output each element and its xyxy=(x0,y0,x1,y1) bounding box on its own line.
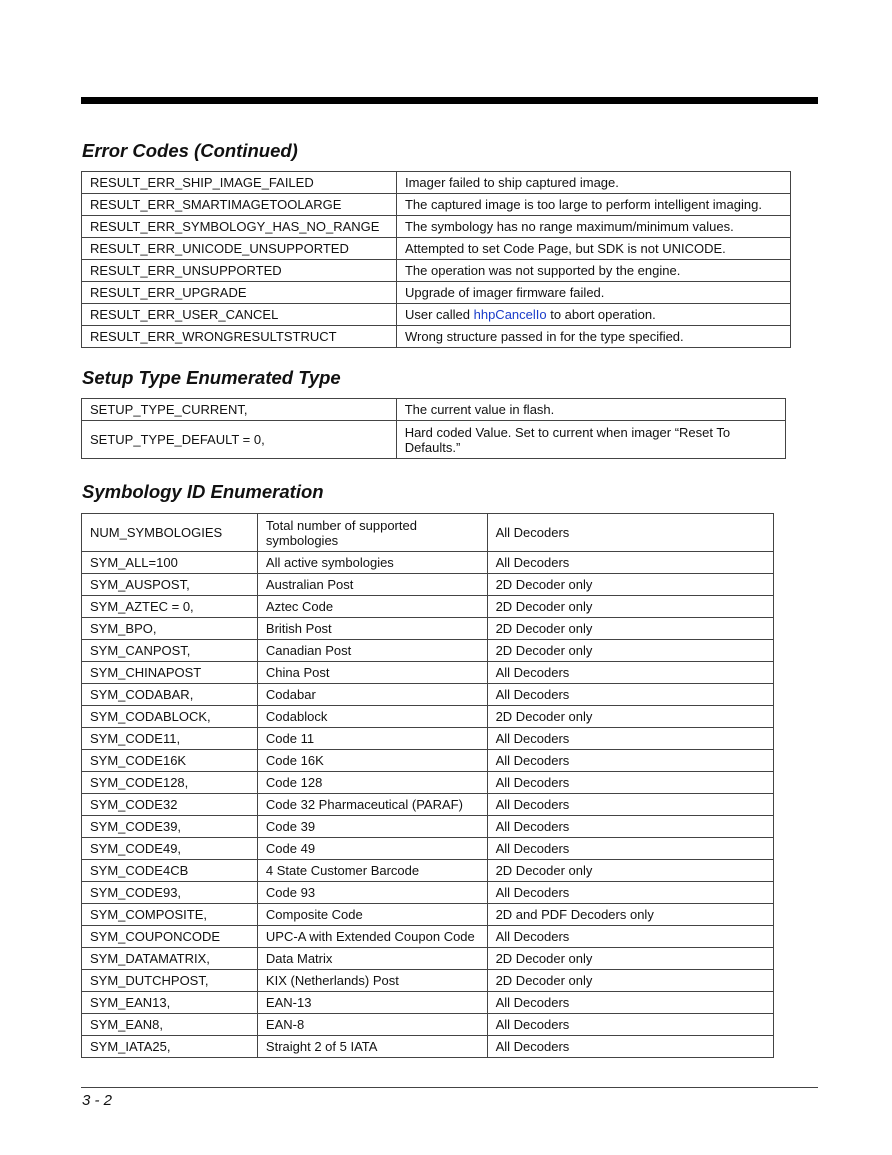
symbology-id-cell: SYM_CODE39, xyxy=(82,816,258,838)
symbology-name-cell: Code 32 Pharmaceutical (PARAF) xyxy=(257,794,487,816)
symbology-id-cell: SYM_IATA25, xyxy=(82,1036,258,1058)
symbology-id-cell: SYM_CANPOST, xyxy=(82,640,258,662)
symbology-id-cell: SYM_ALL=100 xyxy=(82,552,258,574)
table-row xyxy=(82,970,774,992)
table-row xyxy=(82,948,774,970)
symbology-id-cell: SYM_CODE16K xyxy=(82,750,258,772)
error-code-cell: RESULT_ERR_UNSUPPORTED xyxy=(82,260,397,282)
symbology-name-cell: 4 State Customer Barcode xyxy=(257,860,487,882)
table-row xyxy=(82,794,774,816)
page-number: 3 - 2 xyxy=(82,1092,113,1109)
setup-desc-cell: Hard coded Value. Set to current when imager “Reset To Defaults.” xyxy=(396,421,785,459)
table-row xyxy=(82,728,774,750)
error-code-cell: RESULT_ERR_SYMBOLOGY_HAS_NO_RANGE xyxy=(82,216,397,238)
hhpcancelio-link[interactable]: hhpCancelIo xyxy=(473,307,547,322)
symbology-name-cell: EAN-13 xyxy=(257,992,487,1014)
symbology-decoder-cell: All Decoders xyxy=(487,662,773,684)
table-row xyxy=(82,552,774,574)
symbology-id-cell: SYM_EAN13, xyxy=(82,992,258,1014)
symbology-decoder-cell: All Decoders xyxy=(487,816,773,838)
footer-rule xyxy=(81,1087,818,1088)
table-row xyxy=(82,838,774,860)
error-desc-cell xyxy=(396,304,790,326)
symbology-name-cell: Code 49 xyxy=(257,838,487,860)
symbology-id-cell: SYM_COUPONCODE xyxy=(82,926,258,948)
symbology-table xyxy=(81,513,774,1058)
error-code-cell: RESULT_ERR_SMARTIMAGETOOLARGE xyxy=(82,194,397,216)
symbology-decoder-cell: 2D Decoder only xyxy=(487,970,773,992)
symbology-name-cell: Aztec Code xyxy=(257,596,487,618)
symbology-id-cell: SYM_CHINAPOST xyxy=(82,662,258,684)
table-row xyxy=(82,640,774,662)
setup-desc-cell: The current value in flash. xyxy=(396,399,785,421)
table-row xyxy=(82,421,786,459)
symbology-decoder-cell: 2D Decoder only xyxy=(487,948,773,970)
table-row xyxy=(82,282,791,304)
symbology-decoder-cell: 2D Decoder only xyxy=(487,596,773,618)
symbology-decoder-cell: All Decoders xyxy=(487,926,773,948)
error-desc-cell: Imager failed to ship captured image. xyxy=(396,172,790,194)
error-code-cell: RESULT_ERR_USER_CANCEL xyxy=(82,304,397,326)
symbology-name-cell: Data Matrix xyxy=(257,948,487,970)
table-row xyxy=(82,216,791,238)
symbology-decoder-cell: All Decoders xyxy=(487,794,773,816)
symbology-decoder-cell: All Decoders xyxy=(487,1036,773,1058)
symbology-id-cell: SYM_DUTCHPOST, xyxy=(82,970,258,992)
symbology-decoder-cell: All Decoders xyxy=(487,750,773,772)
table-row xyxy=(82,172,791,194)
symbology-name-cell: Codablock xyxy=(257,706,487,728)
symbology-id-cell: SYM_BPO, xyxy=(82,618,258,640)
symbology-decoder-cell: All Decoders xyxy=(487,514,773,552)
table-row xyxy=(82,926,774,948)
table-row xyxy=(82,662,774,684)
table-row xyxy=(82,882,774,904)
symbology-decoder-cell: All Decoders xyxy=(487,838,773,860)
table-row xyxy=(82,399,786,421)
symbology-name-cell: Composite Code xyxy=(257,904,487,926)
table-row xyxy=(82,238,791,260)
table-row xyxy=(82,304,791,326)
setup-code-cell: SETUP_TYPE_DEFAULT = 0, xyxy=(82,421,397,459)
symbology-decoder-cell: 2D Decoder only xyxy=(487,618,773,640)
symbology-id-cell: SYM_CODABAR, xyxy=(82,684,258,706)
symbology-id-cell: SYM_AZTEC = 0, xyxy=(82,596,258,618)
table-row xyxy=(82,514,774,552)
symbology-id-cell: SYM_AUSPOST, xyxy=(82,574,258,596)
symbology-name-cell: Code 16K xyxy=(257,750,487,772)
table-row xyxy=(82,706,774,728)
error-desc-cell: The symbology has no range maximum/minimum values. xyxy=(396,216,790,238)
table-row xyxy=(82,260,791,282)
symbology-decoder-cell: All Decoders xyxy=(487,552,773,574)
symbology-decoder-cell: All Decoders xyxy=(487,772,773,794)
error-code-cell: RESULT_ERR_SHIP_IMAGE_FAILED xyxy=(82,172,397,194)
symbology-id-cell: SYM_CODABLOCK, xyxy=(82,706,258,728)
symbology-name-cell: China Post xyxy=(257,662,487,684)
symbology-decoder-cell: 2D Decoder only xyxy=(487,860,773,882)
table-row xyxy=(82,750,774,772)
symbology-name-cell: Code 128 xyxy=(257,772,487,794)
symbology-decoder-cell: All Decoders xyxy=(487,684,773,706)
error-desc-cell: Upgrade of imager firmware failed. xyxy=(396,282,790,304)
symbology-name-cell: Code 11 xyxy=(257,728,487,750)
error-desc-cell: Wrong structure passed in for the type specified. xyxy=(396,326,790,348)
symbology-name-cell: Australian Post xyxy=(257,574,487,596)
table-row xyxy=(82,574,774,596)
table-row xyxy=(82,904,774,926)
symbology-id-cell: SYM_CODE32 xyxy=(82,794,258,816)
table-row xyxy=(82,684,774,706)
table-row xyxy=(82,860,774,882)
error-desc-cell: The operation was not supported by the engine. xyxy=(396,260,790,282)
setup-type-table xyxy=(81,398,786,459)
error-code-cell: RESULT_ERR_WRONGRESULTSTRUCT xyxy=(82,326,397,348)
section-title-setup-type: Setup Type Enumerated Type xyxy=(82,367,341,388)
symbology-id-cell: SYM_CODE11, xyxy=(82,728,258,750)
error-code-cell: RESULT_ERR_UNICODE_UNSUPPORTED xyxy=(82,238,397,260)
section-title-error-codes: Error Codes (Continued) xyxy=(82,140,298,161)
symbology-decoder-cell: All Decoders xyxy=(487,728,773,750)
symbology-name-cell: Canadian Post xyxy=(257,640,487,662)
symbology-name-cell: Code 93 xyxy=(257,882,487,904)
symbology-name-cell: Total number of supported symbologies xyxy=(257,514,487,552)
symbology-name-cell: EAN-8 xyxy=(257,1014,487,1036)
error-code-cell: RESULT_ERR_UPGRADE xyxy=(82,282,397,304)
symbology-id-cell: SYM_DATAMATRIX, xyxy=(82,948,258,970)
symbology-id-cell: SYM_CODE4CB xyxy=(82,860,258,882)
table-row xyxy=(82,596,774,618)
symbology-decoder-cell: All Decoders xyxy=(487,992,773,1014)
symbology-id-cell: SYM_CODE49, xyxy=(82,838,258,860)
table-row xyxy=(82,1014,774,1036)
error-codes-table xyxy=(81,171,791,348)
symbology-name-cell: All active symbologies xyxy=(257,552,487,574)
header-rule xyxy=(81,97,818,104)
table-row xyxy=(82,326,791,348)
section-title-symbology: Symbology ID Enumeration xyxy=(82,481,324,502)
error-desc-cell: Attempted to set Code Page, but SDK is not UNICODE. xyxy=(396,238,790,260)
symbology-decoder-cell: 2D Decoder only xyxy=(487,574,773,596)
symbology-decoder-cell: 2D Decoder only xyxy=(487,640,773,662)
symbology-name-cell: Codabar xyxy=(257,684,487,706)
setup-code-cell: SETUP_TYPE_CURRENT, xyxy=(82,399,397,421)
symbology-name-cell: British Post xyxy=(257,618,487,640)
symbology-id-cell: NUM_SYMBOLOGIES xyxy=(82,514,258,552)
error-desc-cell: The captured image is too large to perform intelligent imaging. xyxy=(396,194,790,216)
table-row xyxy=(82,816,774,838)
symbology-name-cell: Code 39 xyxy=(257,816,487,838)
symbology-id-cell: SYM_COMPOSITE, xyxy=(82,904,258,926)
symbology-name-cell: KIX (Netherlands) Post xyxy=(257,970,487,992)
desc-text: User called xyxy=(404,307,474,322)
desc-text: to abort operation. xyxy=(546,307,656,322)
symbology-decoder-cell: 2D Decoder only xyxy=(487,706,773,728)
symbology-decoder-cell: All Decoders xyxy=(487,882,773,904)
table-row xyxy=(82,992,774,1014)
symbology-name-cell: UPC-A with Extended Coupon Code xyxy=(257,926,487,948)
symbology-id-cell: SYM_CODE93, xyxy=(82,882,258,904)
table-row xyxy=(82,1036,774,1058)
symbology-name-cell: Straight 2 of 5 IATA xyxy=(257,1036,487,1058)
table-row xyxy=(82,772,774,794)
table-row xyxy=(82,618,774,640)
symbology-id-cell: SYM_CODE128, xyxy=(82,772,258,794)
symbology-id-cell: SYM_EAN8, xyxy=(82,1014,258,1036)
symbology-decoder-cell: All Decoders xyxy=(487,1014,773,1036)
table-row xyxy=(82,194,791,216)
symbology-decoder-cell: 2D and PDF Decoders only xyxy=(487,904,773,926)
